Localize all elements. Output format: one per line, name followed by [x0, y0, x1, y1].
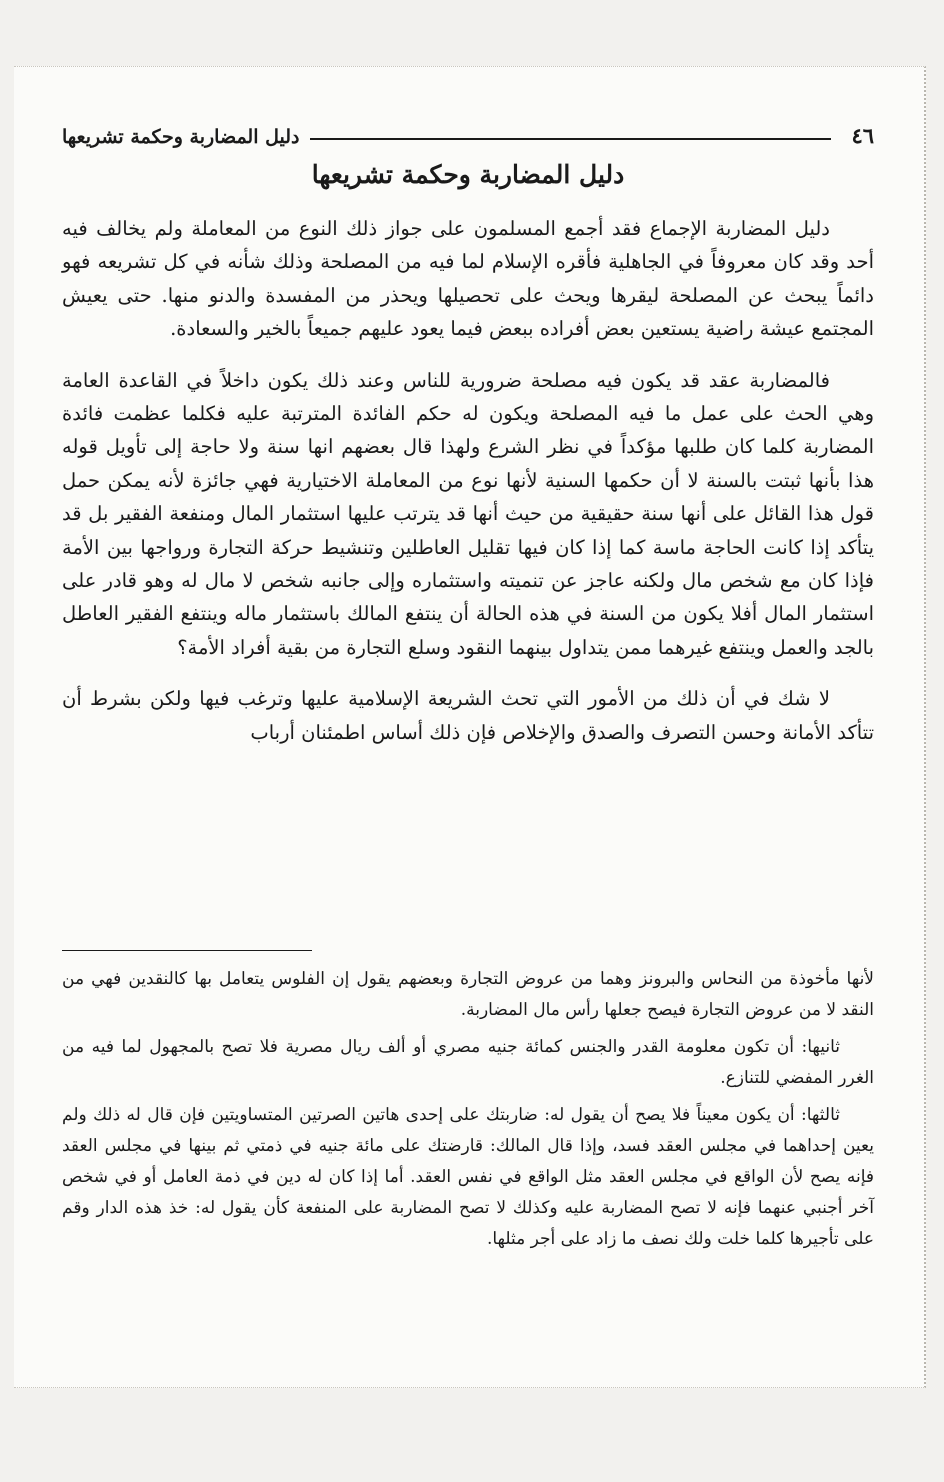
footnote-2: ثانيها: أن تكون معلومة القدر والجنس كمائة جنيه مصري أو ألف ريال مصرية فلا تصح بالمجهول لما فيه من الغرر المفضي للتنازع. — [62, 1037, 874, 1088]
section-title: دليل المضاربة وحكمة تشريعها — [311, 160, 625, 189]
running-title: دليل المضاربة وحكمة تشريعها — [62, 126, 300, 148]
body-text — [62, 212, 874, 767]
paragraph-2: فالمضاربة عقد قد يكون فيه مصلحة ضرورية للناس وعند ذلك يكون داخلاً في القاعدة العامة وهي الحث على عمل ما فيه المصلحة ويكون له حكم الفائدة المترتبة عليه فكلما عظمت فائدة المضاربة كلما كان طلبها مؤكداً في نظر الشرع ولهذا قال بعضهم انها سنة ولا حاجة إلى تأويل قوله هذا بأنها ثبتت بالسنة لا أن حكمها السنية لأنها نوع من المعاملة الاختيارية فهي جائزة لأنه يمكن حمل قول هذا القائل على أنها سنة حقيقية من حيث أنها قد يترتب عليها استثمار المال ومنفعة الفقير بل قد يتأكد إذا كانت الحاجة ماسة كما إذا كان فيها تقليل العاطلين وتنشيط حركة التجارة ورواجها بين الأمة فإذا كان مع شخص مال ولكنه عاجز عن تنميته واستثماره وإلى جانبه شخص لا مال له وهو قادر على استثمار المال أفلا يكون من السنة في هذه الحالة أن ينتفع المالك باستثمار ماله وينتفع الفقير العاطل بالجد والعمل وينتفع غيرهما ممن يتداول بينهما النقود وسلع التجارة من بقية أفراد الأمة؟ — [62, 368, 874, 659]
footnote-3: ثالثها: أن يكون معيناً فلا يصح أن يقول له: ضاربتك على إحدى هاتين الصرتين المتساويتين فإن قال له ذلك ولم يعين إحداهما في مجلس العقد فسد، وإذا قال المالك: قارضتك على مائة جنيه في ذمتي ثم بينها في مجلس العقد فإنه يصح لأن الواقع في مجلس العقد مثل الواقع في نفس العقد. أما إذا كان له دين في ذمة العامل أو في شخص آخر أجنبي عنهما فإنه لا تصح المضاربة عليه وكذلك لا تصح المضاربة على المنفعة كأن يقول له: خذ هذه الدار وقم على تأجيرها كلما خلت ولك نصف ما زاد على أجر مثلها. — [62, 1105, 875, 1249]
page-number: ٤٦ — [851, 123, 874, 148]
footnotes — [62, 964, 874, 1261]
footnote-1: لأنها مأخوذة من النحاس والبرونز وهما من عروض التجارة وبعضهم يقول إن الفلوس يتعامل بها كالنقدين فهي من النقد لا من عروض التجارة فيصح جعلها رأس مال المضاربة. — [62, 969, 874, 1020]
footnote-rule — [62, 950, 312, 951]
header-rule — [310, 138, 832, 140]
paragraph-1: دليل المضاربة الإجماع فقد أجمع المسلمون على جواز ذلك النوع من المعاملة ولم يخالف فيه أحد وقد كان معروفاً في الجاهلية فأقره الإسلام لما فيه من المصلحة وذلك شأنه في كل تشريعه فهو دائماً يبحث عن المصلحة ليقرها ويحث على تحصيلها ويحذر من المفسدة والدنو منها. حتى يعيش المجتمع عيشة راضية يستعين بعض أفراده ببعض فيما يعود عليهم جميعاً بالخير والسعادة. — [62, 217, 874, 341]
paragraph-3: لا شك في أن ذلك من الأمور التي تحث الشريعة الإسلامية عليها وترغب فيها ولكن بشرط أن تتأكد الأمانة وحسن التصرف والصدق والإخلاص فإن ذلك أساس اطمئنان أرباب — [62, 687, 874, 744]
page-header — [62, 108, 874, 148]
